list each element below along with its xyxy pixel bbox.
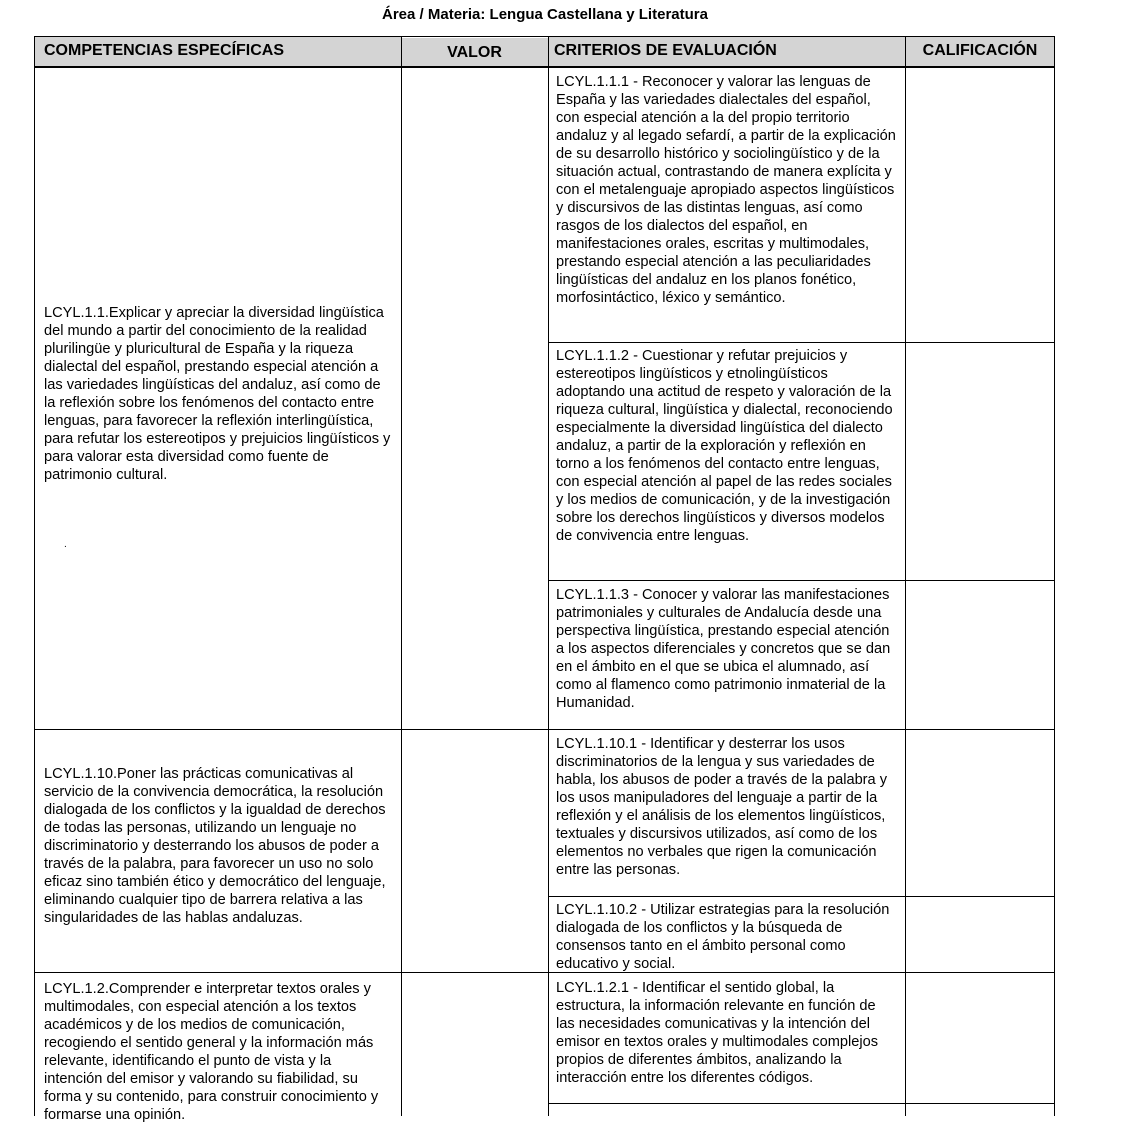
col-border-right bbox=[1054, 36, 1055, 1116]
header-valor: VALOR bbox=[401, 38, 548, 68]
criterio-cell: LCYL.1.1.2 - Cuestionar y refutar prejuicios y estereotipos lingüísticos y etnolingüísticos adoptando una actitud de respeto y valoración de la riqueza cultural, lingüística y dialectal, reconociendo especialmente la diversidad lingüística del dialecto andaluz, a partir de la exploración y reflexión en torno a los fenómenos del contacto entre lenguas, con especial atención al papel de las redes sociales y los medios de comunicación, y de la investigación sobre los derechos lingüísticos y diversos modelos de convivencia entre lenguas. bbox=[556, 348, 893, 544]
criterio-cell: LCYL.1.10.1 - Identificar y desterrar los usos discriminatorios de la lengua y sus variedades de habla, los abusos de poder a través de la palabra y los usos manipuladores del lenguaje a partir de la reflexión y el análisis de los elementos lingüísticos, textuales y discursivos utilizados, así como de los elementos no verbales que rigen la comunicación entre las personas. bbox=[556, 736, 888, 878]
header-competencias: COMPETENCIAS ESPECÍFICAS bbox=[34, 36, 401, 66]
col-border bbox=[401, 36, 402, 1116]
criterio-cell: LCYL.1.10.2 - Utilizar estrategias para la resolución dialogada de los conflictos y la búsqueda de consensos tanto en el ámbito personal como educativo y social. bbox=[556, 902, 890, 972]
criterio-cell: LCYL.1.2.1 - Identificar el sentido global, la estructura, la información relevante en función de las necesidades comunicativas y la intención del emisor en textos orales y multimodales complejos propios de diferentes ámbitos, analizando la interacción entre los diferentes códigos. bbox=[556, 980, 879, 1086]
criterio-cell: LCYL.1.1.3 - Conocer y valorar las manifestaciones patrimoniales y culturales de Andalucía desde una perspectiva lingüística, prestando especial atención a los aspectos diferenciales y concretos que se dan en el ámbito en el que se ubica el alumnado, así como al flamenco como patrimonio inmaterial de la Humanidad. bbox=[556, 587, 891, 711]
header-bottom-line bbox=[34, 66, 1055, 68]
competencia-cell: LCYL.1.1.Explicar y apreciar la diversidad lingüística del mundo a partir del conocimiento de la realidad plurilingüe y pluricultural de España y la riqueza dialectal del español, prestando especial atención a las variedades lingüísticas del andaluz, así como de la reflexión sobre los fenómenos del contacto entre lenguas, para favorecer la reflexión interlingüística, para refutar los estereotipos y prejuicios lingüísticos y para valorar esta diversidad como fuente de patrimonio cultural. bbox=[44, 305, 391, 483]
criterio-divider bbox=[548, 1103, 1055, 1104]
competencia-cell: LCYL.1.10.Poner las prácticas comunicativas al servicio de la convivencia democrática, la resolución dialogada de los conflictos y la igualdad de derechos de todas las personas, utilizando un lenguaje no discriminatorio y desterrando los abusos de poder a través de la palabra, para favorecer un uso no solo eficaz sino también ético y democrático del lenguaje, eliminando cualquier tipo de barrera relativa a las singularidades de las hablas andaluzas. bbox=[44, 766, 386, 926]
criterio-divider bbox=[548, 342, 1055, 343]
col-border bbox=[905, 36, 906, 1116]
criterio-divider bbox=[548, 896, 1055, 897]
row-divider bbox=[34, 972, 1055, 973]
header-calificacion: CALIFICACIÓN bbox=[905, 36, 1055, 66]
row-divider bbox=[34, 729, 1055, 730]
evaluation-table bbox=[34, 36, 1055, 1136]
col-border-left bbox=[34, 36, 35, 1116]
criterio-cell: LCYL.1.1.1 - Reconocer y valorar las lenguas de España y las variedades dialectales del español, con especial atención a la del propio territorio andaluz y al legado sefardí, a partir de la explicación de su desarrollo histórico y sociolingüístico y de la situación actual, contrastando de manera explícita y con el metalenguaje apropiado aspectos lingüísticos y discursivos de las distintas lenguas, así como rasgos de los dialectos del español, en manifestaciones orales, escritas y multimodales, prestando especial atención a las peculiaridades lingüísticas del andaluz en los planos fonético, morfosintáctico, léxico y semántico. bbox=[556, 74, 896, 306]
header-criterios: CRITERIOS DE EVALUACIÓN bbox=[548, 36, 905, 66]
competencia-cell: LCYL.1.2.Comprender e interpretar textos orales y multimodales, con especial atención a los textos académicos y de los medios de comunicación, recogiendo el sentido general y la información más relevante, identificando el punto de vista y la intención del emisor y valorando su fiabilidad, su forma y su contenido, para construir conocimiento y formarse una opinión. bbox=[44, 981, 379, 1123]
criterio-divider bbox=[548, 580, 1055, 581]
page-title: Área / Materia: Lengua Castellana y Literatura bbox=[382, 6, 708, 23]
col-border bbox=[548, 36, 549, 1116]
table-border-top bbox=[34, 36, 1055, 37]
stray-dot: . bbox=[64, 539, 67, 550]
